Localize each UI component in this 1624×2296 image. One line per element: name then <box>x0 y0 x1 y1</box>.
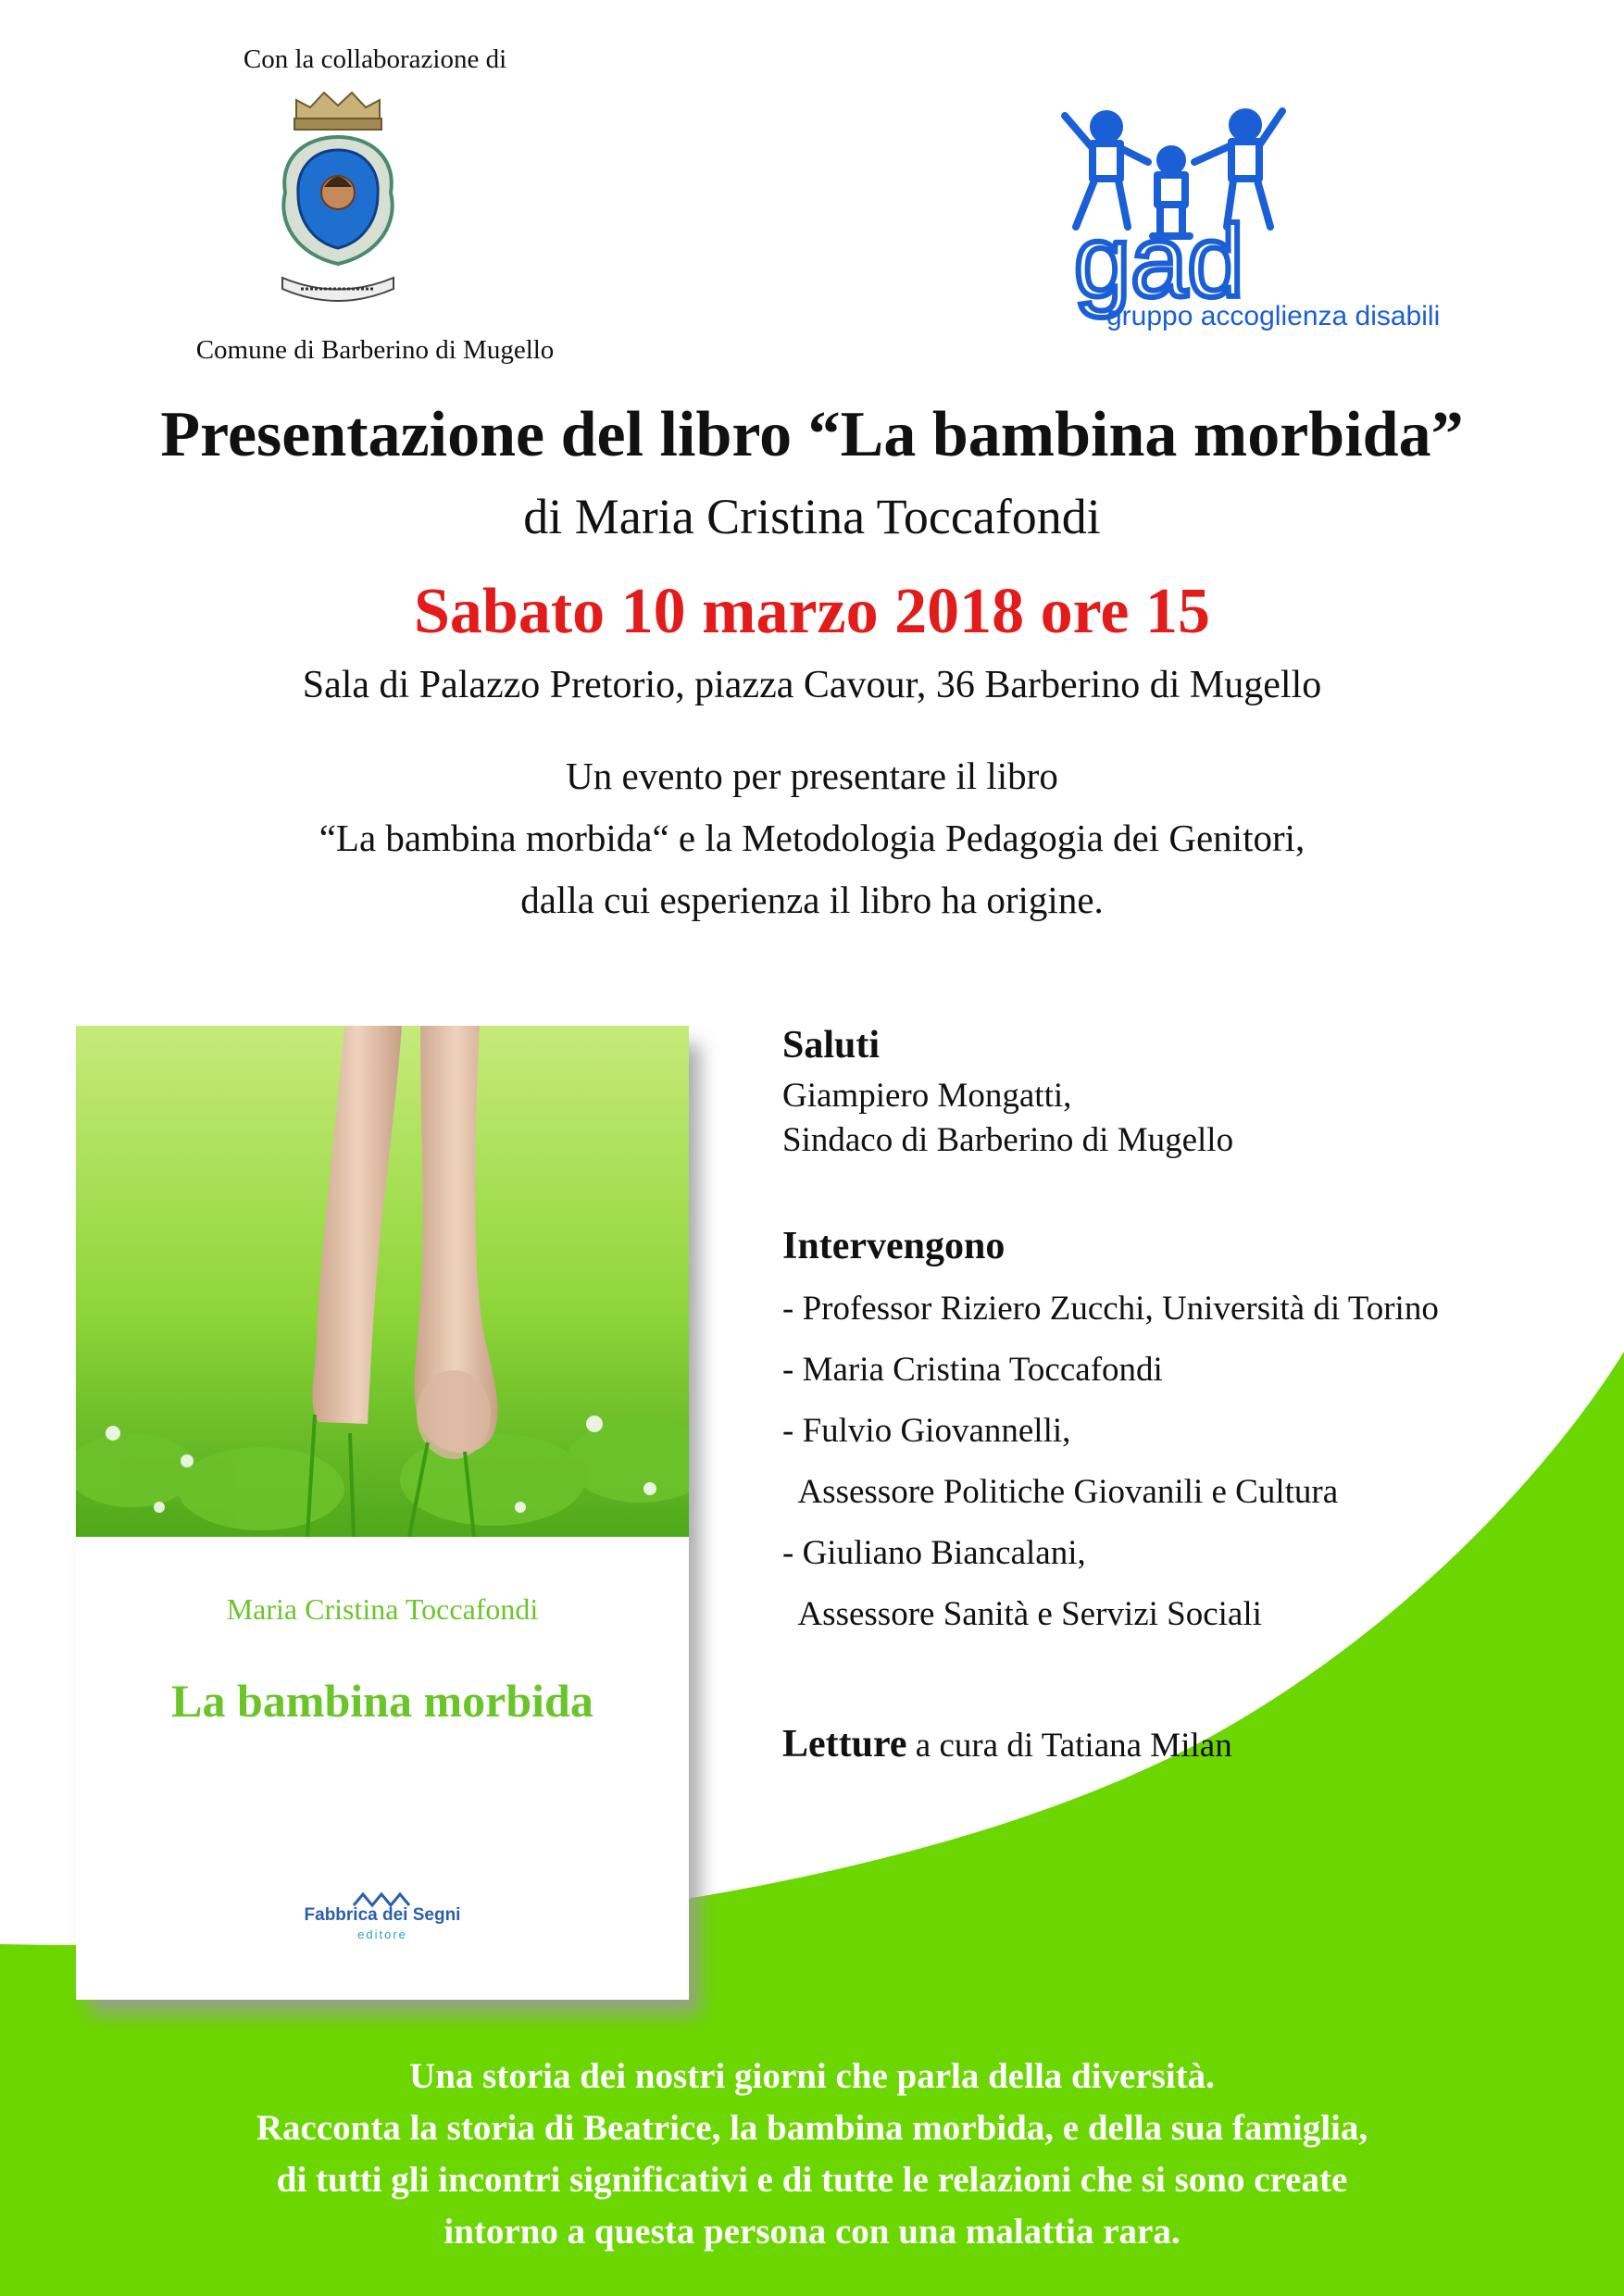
letture-text: a cura di Tatiana Milan <box>906 1727 1232 1765</box>
intervention-item: Assessore Sanità e Servizi Sociali <box>782 1595 1262 1633</box>
event-date: Sabato 10 marzo 2018 ore 15 <box>414 576 1210 647</box>
intro-line: “La bambina morbida“ e la Metodologia Pedagogia dei Genitori, <box>319 817 1305 859</box>
saluti-line: Giampiero Mongatti, <box>782 1077 1072 1115</box>
event-intro <box>0 745 1624 931</box>
letture-line <box>782 1724 1232 1766</box>
intervention-item: Assessore Politiche Giovanili e Cultura <box>782 1473 1339 1511</box>
event-author: di Maria Cristina Toccafondi <box>523 489 1101 544</box>
book-title: La bambina morbida <box>171 1675 593 1727</box>
gad-letters: gad <box>1074 205 1244 318</box>
intervention-item: - Professor Riziero Zucchi, Università di Torino <box>782 1290 1439 1328</box>
intervention-item: - Giuliano Biancalani, <box>782 1534 1086 1572</box>
book-author: Maria Cristina Toccafondi <box>226 1592 539 1626</box>
letture-heading: Letture <box>782 1723 907 1766</box>
intervention-item: - Fulvio Giovannelli, <box>782 1412 1071 1450</box>
intervention-item: - Maria Cristina Toccafondi <box>782 1351 1163 1389</box>
description-line: Una storia dei nostri giorni che parla della diversità. <box>409 2056 1215 2096</box>
municipality-name: Comune di Barberino di Mugello <box>195 335 555 365</box>
book-description <box>0 2051 1624 2258</box>
event-title: Presentazione del libro “La bambina morbida” <box>160 399 1464 470</box>
saluti-line: Sindaco di Barberino di Mugello <box>782 1121 1234 1159</box>
municipality-crest-icon <box>269 83 407 324</box>
description-line: Racconta la storia di Beatrice, la bambina morbida, e della sua famiglia, <box>256 2108 1368 2148</box>
feet-in-grass-image <box>76 1026 689 1537</box>
description-line: di tutti gli incontri significativi e di tutte le relazioni che si sono create <box>276 2160 1348 2200</box>
saluti-heading: Saluti <box>782 1024 881 1067</box>
book-publisher: Fabbrica dei Segni <box>304 1905 461 1925</box>
event-venue: Sala di Palazzo Pretorio, piazza Cavour, 36 Barberino di Mugello <box>302 664 1322 706</box>
description-line: intorno a questa persona con una malattia rara. <box>443 2212 1181 2252</box>
intro-line: Un evento per presentare il libro <box>566 755 1058 797</box>
gad-subtitle: gruppo accoglienza disabili <box>1106 301 1441 331</box>
book-cover <box>76 1026 689 2000</box>
intro-line: dalla cui esperienza il libro ha origine. <box>520 879 1104 921</box>
interventions-heading: Intervengono <box>782 1225 1006 1267</box>
book-publisher-sub: editore <box>357 1928 407 1941</box>
collaboration-label: Con la collaborazione di <box>243 44 507 74</box>
